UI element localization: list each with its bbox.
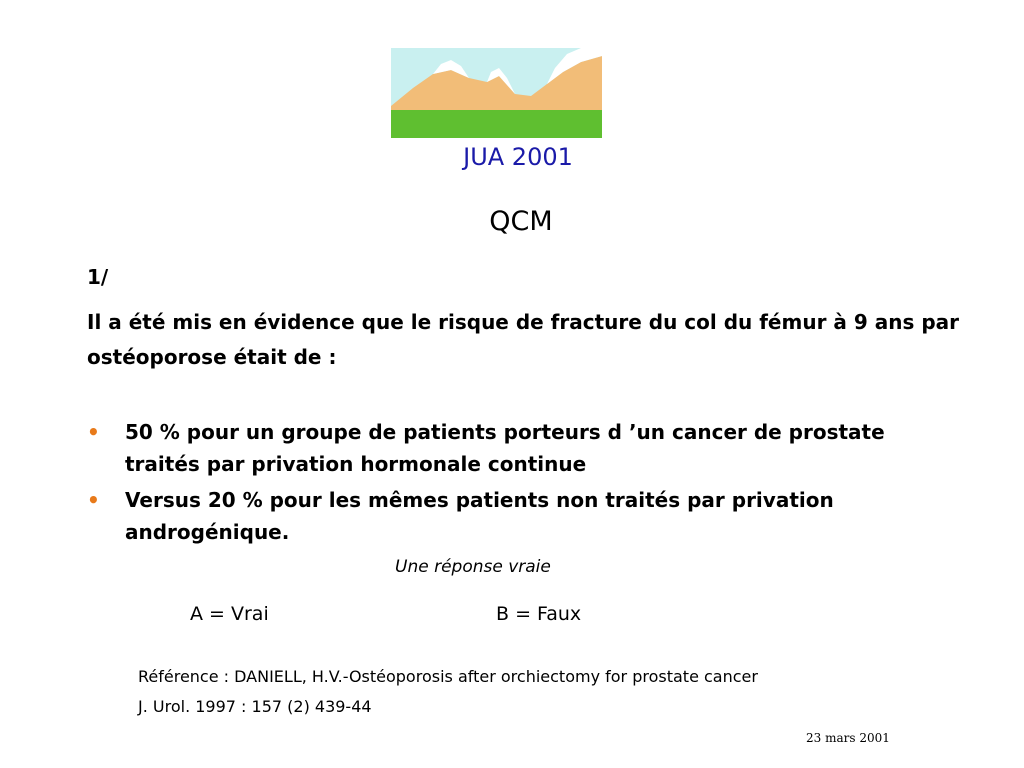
- statement-text: Versus 20 % pour les mêmes patients non traités par privation androgénique.: [125, 488, 834, 544]
- statement-text: 50 % pour un groupe de patients porteurs d ’un cancer de prostate traités par privation hormonale continue: [125, 420, 885, 476]
- list-item: [87, 416, 947, 480]
- reference-line-1: Référence : DANIELL, H.V.-Ostéoporosis after orchiectomy for prostate cancer: [138, 667, 758, 686]
- question-number: 1/: [87, 265, 109, 289]
- logo-grass: [391, 110, 602, 138]
- option-a: A = Vrai: [190, 603, 269, 625]
- answer-instruction: Une réponse vraie: [395, 557, 551, 577]
- reference-line-2: J. Urol. 1997 : 157 (2) 439-44: [138, 697, 372, 716]
- option-b: B = Faux: [496, 603, 582, 625]
- bullet-icon: •: [87, 420, 100, 444]
- slide-title: QCM: [489, 206, 553, 237]
- bullet-icon: •: [87, 488, 100, 512]
- logo-graphic: [391, 48, 602, 138]
- footer-date: 23 mars 2001: [806, 731, 890, 745]
- list-item: [87, 484, 947, 548]
- question-text: Il a été mis en évidence que le risque de fracture du col du fémur à 9 ans par ostéoporose était de :: [87, 310, 960, 369]
- mountain-landscape-logo: [391, 48, 602, 138]
- conference-name: JUA 2001: [463, 143, 573, 171]
- statement-list: [87, 416, 947, 552]
